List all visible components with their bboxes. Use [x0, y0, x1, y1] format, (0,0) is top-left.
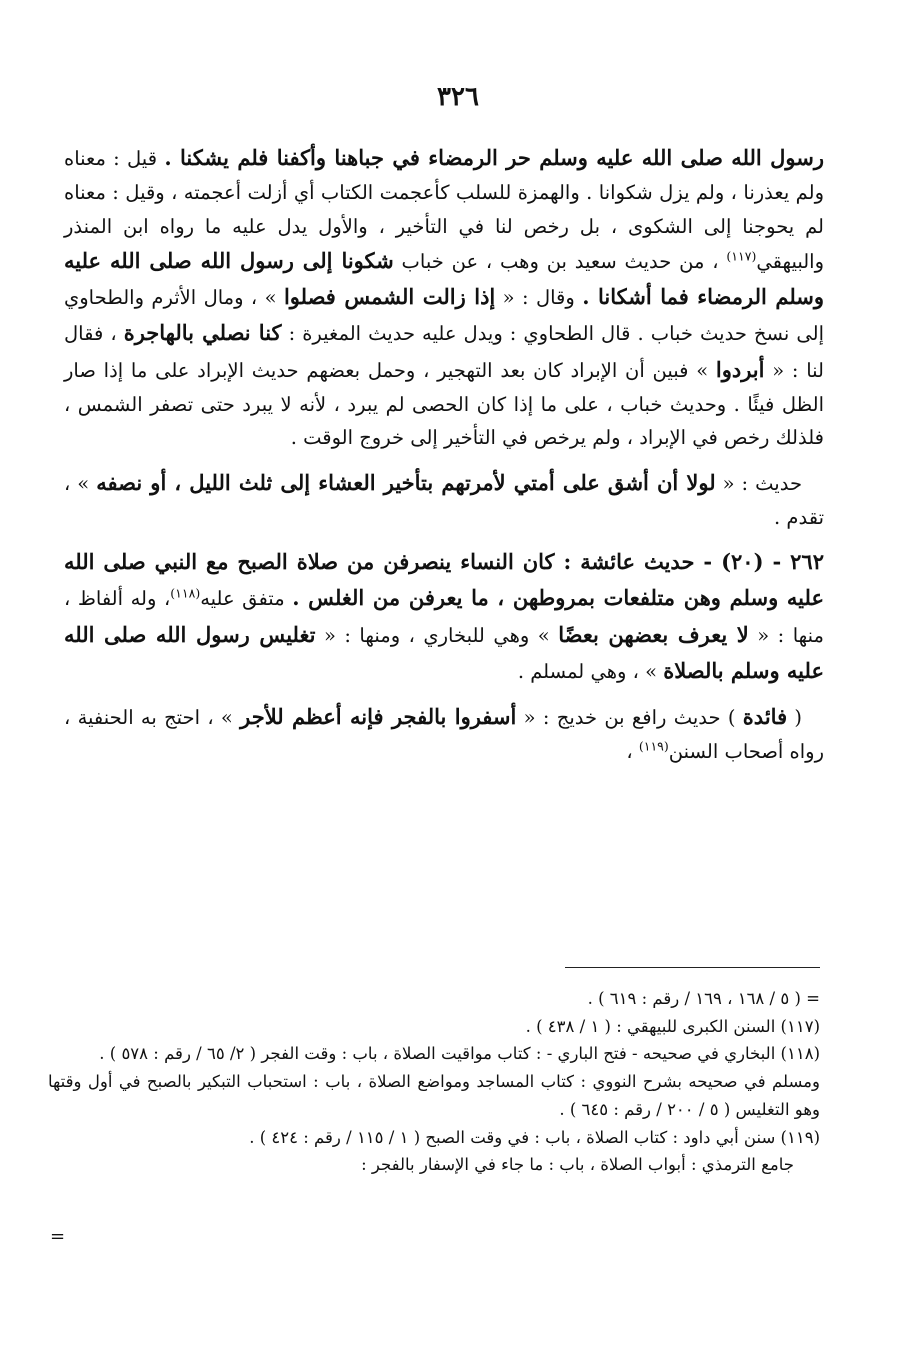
text: حديث : « [715, 471, 802, 495]
main-text [64, 140, 824, 768]
footnote-118: (١١٨) البخاري في صحيحه - فتح الباري - : كتاب مواقيت الصلاة ، باب : وقت الفجر ( ٢/ ٦٥ / رقم : ٥٧٨ ) . [99, 1044, 820, 1064]
bold-text: لولا أن أشق على أمتي لأمرتهم بتأخير العشاء إلى ثلث الليل ، أو نصفه [96, 469, 716, 495]
paragraph-3 [64, 544, 824, 688]
text: ) حديث رافع بن خديج : « [516, 705, 743, 729]
footnote-ref-118[interactable]: (١١٨) [170, 585, 201, 601]
footnote-117: (١١٧) السنن الكبرى للبيهقي : ( ١ / ٤٣٨ ) . [525, 1016, 820, 1036]
text: ، فقال لنا : « [64, 322, 824, 382]
bold-text: رسول الله صلى الله عليه وسلم حر الرمضاء في جباهنا وأكفنا فلم يشكنا . [164, 145, 824, 170]
footnote-separator [565, 967, 820, 968]
text: قيل : معناه ولم يعذرنا ، ولم يزل شكوانا . والهمزة للسلب كأعجمت الكتاب أي أزلت أعجمته ، وقيل : معناه لم يحوجنا إلى الشكوى ، بل رخص لنا في التأخير ، والأول يدل عليه ما رواه ابن المنذر والبيهقي [64, 147, 824, 274]
text: ، [626, 739, 639, 763]
footnote-line: = ( ٥ / ١٦٨ ، ١٦٩ / رقم : ٦١٩ ) . [587, 989, 820, 1008]
text: » وهي للبخاري ، ومنها : « [315, 623, 559, 647]
bold-text: تغليس رسول الله صلى الله عليه وسلم بالصلاة [64, 621, 824, 683]
footnote-119: (١١٩) سنن أبي داود : كتاب الصلاة ، باب : في وقت الصبح ( ١ / ١١٥ / رقم : ٤٢٤ ) . [249, 1127, 820, 1147]
text: » ، وهي لمسلم . [517, 659, 664, 683]
paragraph-2 [64, 465, 824, 535]
footnote-line: ومسلم في صحيحه بشرح النووي : كتاب المساجد ومواضع الصلاة ، باب : استحباب التبكير بالصبح في أول وقتها وهو التغليس ( ٥ / ٢٠٠ / رقم : ٦٤٥ ) . [48, 1072, 820, 1119]
text: » فبين أن الإبراد كان بعد التهجير ، وحمل بعضهم حديث الإبراد على ما إذا صار الظل فيئًا . وحديث خباب ، على ما إذا كان الحصى لم يبرد ، لأنه لا يبرد حتى تصفر الشمس ، فلذلك رخص في الإبراد ، ولم يرخص في التأخير إلى خروج الوقت . [64, 358, 824, 450]
text: ( [787, 705, 803, 729]
paragraph-1 [64, 140, 824, 455]
bold-text: كنا نصلي بالهاجرة [123, 320, 282, 346]
text: » ، ومال الأثرم والطحاوي إلى نسخ حديث خباب . قال الطحاوي : ويدل عليه حديث المغيرة : [64, 286, 824, 346]
bold-text: لا يعرف بعضهن بعضًا [558, 621, 749, 647]
bold-text: أسفروا بالفجر فإنه أعظم للأجر [240, 703, 517, 729]
footnote-ref-119[interactable]: (١١٩) [638, 738, 669, 754]
footnote-ref-117[interactable]: (١١٧) [726, 248, 757, 264]
text: ، من حديث سعيد بن وهب ، عن خباب [393, 250, 727, 274]
bold-text: ٢٦٢ - (٢٠) - حديث عائشة : كان النساء ينصرفن من صلاة الصبح مع النبي صلى الله عليه وسلم وهن متلفعات بمروطهن ، ما يعرفن من الغلس . [64, 549, 824, 611]
paragraph-4 [64, 699, 824, 769]
footnotes [48, 985, 820, 1179]
continuation-mark: = [50, 1226, 66, 1247]
text: متفق عليه [200, 587, 293, 611]
text: » ، احتج به الحنفية ، رواه أصحاب السنن [64, 705, 824, 763]
page-number: ٣٢٦ [437, 82, 479, 112]
text: » ، تقدم . [64, 471, 824, 529]
bold-text: شكونا إلى رسول الله صلى الله عليه وسلم الرمضاء فما أشكانا . [64, 248, 825, 310]
bold-text: أبردوا [715, 356, 765, 382]
text: ، وله ألفاظ ، منها : « [64, 587, 824, 647]
text: وقال : « [495, 286, 583, 310]
footnote-line: جامع الترمذي : أبواب الصلاة ، باب : ما جاء في الإسفار بالفجر : [361, 1155, 794, 1175]
bold-text: فائدة [742, 703, 788, 729]
bold-text: إذا زالت الشمس فصلوا [283, 284, 496, 310]
